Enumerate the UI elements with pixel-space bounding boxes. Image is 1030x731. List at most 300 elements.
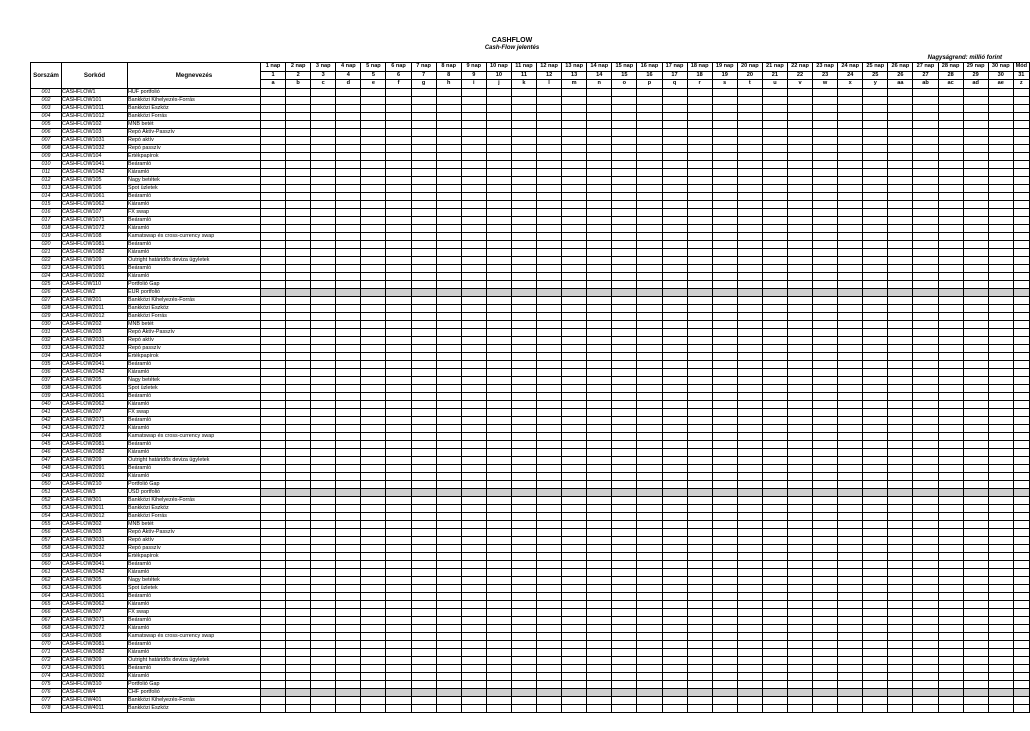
data-cell[interactable] — [612, 440, 637, 448]
data-cell[interactable] — [888, 448, 913, 456]
data-cell[interactable] — [336, 496, 361, 504]
data-cell[interactable] — [336, 376, 361, 384]
data-cell[interactable] — [587, 184, 612, 192]
data-cell[interactable] — [361, 232, 386, 240]
data-cell[interactable] — [913, 184, 938, 192]
data-cell[interactable] — [838, 320, 863, 328]
data-cell[interactable] — [386, 512, 411, 520]
data-cell[interactable] — [1013, 648, 1029, 656]
data-cell[interactable] — [963, 240, 988, 248]
data-cell[interactable] — [461, 192, 486, 200]
data-cell[interactable] — [913, 288, 938, 296]
data-cell[interactable] — [411, 440, 436, 448]
data-cell[interactable] — [813, 608, 838, 616]
data-cell[interactable] — [587, 448, 612, 456]
data-cell[interactable] — [1013, 168, 1029, 176]
data-cell[interactable] — [562, 512, 587, 520]
data-cell[interactable] — [938, 208, 963, 216]
data-cell[interactable] — [511, 432, 536, 440]
data-cell[interactable] — [436, 240, 461, 248]
data-cell[interactable] — [988, 368, 1013, 376]
data-cell[interactable] — [587, 280, 612, 288]
data-cell[interactable] — [913, 608, 938, 616]
data-cell[interactable] — [562, 576, 587, 584]
data-cell[interactable] — [662, 408, 687, 416]
data-cell[interactable] — [411, 480, 436, 488]
data-cell[interactable] — [336, 344, 361, 352]
data-cell[interactable] — [863, 600, 888, 608]
data-cell[interactable] — [436, 96, 461, 104]
data-cell[interactable] — [286, 240, 311, 248]
data-cell[interactable] — [486, 680, 511, 688]
data-cell[interactable] — [888, 168, 913, 176]
data-cell[interactable] — [486, 672, 511, 680]
data-cell[interactable] — [461, 248, 486, 256]
data-cell[interactable] — [712, 328, 737, 336]
data-cell[interactable] — [687, 528, 712, 536]
data-cell[interactable] — [863, 224, 888, 232]
data-cell[interactable] — [787, 632, 812, 640]
data-cell[interactable] — [687, 328, 712, 336]
data-cell[interactable] — [461, 504, 486, 512]
data-cell[interactable] — [762, 296, 787, 304]
data-cell[interactable] — [562, 144, 587, 152]
data-cell[interactable] — [1013, 608, 1029, 616]
data-cell[interactable] — [361, 208, 386, 216]
data-cell[interactable] — [787, 592, 812, 600]
data-cell[interactable] — [486, 376, 511, 384]
data-cell[interactable] — [461, 400, 486, 408]
data-cell[interactable] — [612, 296, 637, 304]
data-cell[interactable] — [988, 480, 1013, 488]
data-cell[interactable] — [888, 176, 913, 184]
data-cell[interactable] — [612, 264, 637, 272]
data-cell[interactable] — [687, 320, 712, 328]
data-cell[interactable] — [762, 352, 787, 360]
data-cell[interactable] — [737, 264, 762, 272]
data-cell[interactable] — [637, 264, 662, 272]
data-cell[interactable] — [737, 536, 762, 544]
data-cell[interactable] — [888, 192, 913, 200]
data-cell[interactable] — [838, 400, 863, 408]
data-cell[interactable] — [486, 160, 511, 168]
data-cell[interactable] — [762, 536, 787, 544]
data-cell[interactable] — [1013, 424, 1029, 432]
data-cell[interactable] — [361, 648, 386, 656]
data-cell[interactable] — [888, 344, 913, 352]
data-cell[interactable] — [687, 104, 712, 112]
data-cell[interactable] — [311, 216, 336, 224]
data-cell[interactable] — [486, 312, 511, 320]
data-cell[interactable] — [286, 104, 311, 112]
data-cell[interactable] — [863, 544, 888, 552]
data-cell[interactable] — [311, 88, 336, 96]
data-cell[interactable] — [587, 296, 612, 304]
data-cell[interactable] — [311, 632, 336, 640]
data-cell[interactable] — [386, 392, 411, 400]
data-cell[interactable] — [587, 424, 612, 432]
data-cell[interactable] — [286, 312, 311, 320]
data-cell[interactable] — [838, 152, 863, 160]
data-cell[interactable] — [737, 584, 762, 592]
data-cell[interactable] — [988, 528, 1013, 536]
data-cell[interactable] — [988, 656, 1013, 664]
data-cell[interactable] — [637, 376, 662, 384]
data-cell[interactable] — [336, 352, 361, 360]
data-cell[interactable] — [988, 160, 1013, 168]
data-cell[interactable] — [587, 544, 612, 552]
data-cell[interactable] — [687, 360, 712, 368]
data-cell[interactable] — [537, 176, 562, 184]
data-cell[interactable] — [737, 136, 762, 144]
data-cell[interactable] — [988, 136, 1013, 144]
data-cell[interactable] — [261, 472, 286, 480]
data-cell[interactable] — [361, 664, 386, 672]
data-cell[interactable] — [762, 224, 787, 232]
data-cell[interactable] — [737, 440, 762, 448]
data-cell[interactable] — [411, 280, 436, 288]
data-cell[interactable] — [386, 176, 411, 184]
data-cell[interactable] — [988, 608, 1013, 616]
data-cell[interactable] — [637, 464, 662, 472]
data-cell[interactable] — [261, 568, 286, 576]
data-cell[interactable] — [863, 520, 888, 528]
data-cell[interactable] — [261, 664, 286, 672]
data-cell[interactable] — [662, 288, 687, 296]
data-cell[interactable] — [612, 152, 637, 160]
data-cell[interactable] — [336, 128, 361, 136]
data-cell[interactable] — [361, 408, 386, 416]
data-cell[interactable] — [888, 392, 913, 400]
data-cell[interactable] — [1013, 592, 1029, 600]
data-cell[interactable] — [537, 568, 562, 576]
data-cell[interactable] — [587, 648, 612, 656]
data-cell[interactable] — [261, 624, 286, 632]
data-cell[interactable] — [286, 88, 311, 96]
data-cell[interactable] — [913, 312, 938, 320]
data-cell[interactable] — [562, 352, 587, 360]
data-cell[interactable] — [461, 312, 486, 320]
data-cell[interactable] — [737, 520, 762, 528]
data-cell[interactable] — [486, 400, 511, 408]
data-cell[interactable] — [486, 320, 511, 328]
data-cell[interactable] — [286, 152, 311, 160]
data-cell[interactable] — [311, 160, 336, 168]
data-cell[interactable] — [687, 520, 712, 528]
data-cell[interactable] — [762, 592, 787, 600]
data-cell[interactable] — [988, 592, 1013, 600]
data-cell[interactable] — [1013, 496, 1029, 504]
data-cell[interactable] — [411, 640, 436, 648]
data-cell[interactable] — [461, 176, 486, 184]
data-cell[interactable] — [938, 296, 963, 304]
data-cell[interactable] — [988, 248, 1013, 256]
data-cell[interactable] — [336, 168, 361, 176]
data-cell[interactable] — [888, 424, 913, 432]
data-cell[interactable] — [461, 448, 486, 456]
data-cell[interactable] — [1013, 560, 1029, 568]
data-cell[interactable] — [863, 280, 888, 288]
data-cell[interactable] — [637, 320, 662, 328]
data-cell[interactable] — [562, 120, 587, 128]
data-cell[interactable] — [411, 528, 436, 536]
data-cell[interactable] — [361, 320, 386, 328]
data-cell[interactable] — [587, 528, 612, 536]
data-cell[interactable] — [762, 96, 787, 104]
data-cell[interactable] — [286, 536, 311, 544]
data-cell[interactable] — [261, 456, 286, 464]
data-cell[interactable] — [562, 216, 587, 224]
data-cell[interactable] — [762, 320, 787, 328]
data-cell[interactable] — [537, 688, 562, 696]
data-cell[interactable] — [888, 312, 913, 320]
data-cell[interactable] — [336, 488, 361, 496]
data-cell[interactable] — [963, 504, 988, 512]
data-cell[interactable] — [336, 544, 361, 552]
data-cell[interactable] — [888, 248, 913, 256]
data-cell[interactable] — [963, 528, 988, 536]
data-cell[interactable] — [662, 584, 687, 592]
data-cell[interactable] — [712, 272, 737, 280]
data-cell[interactable] — [311, 408, 336, 416]
data-cell[interactable] — [938, 624, 963, 632]
data-cell[interactable] — [612, 320, 637, 328]
data-cell[interactable] — [537, 416, 562, 424]
data-cell[interactable] — [888, 536, 913, 544]
data-cell[interactable] — [938, 448, 963, 456]
data-cell[interactable] — [411, 344, 436, 352]
data-cell[interactable] — [787, 424, 812, 432]
data-cell[interactable] — [411, 272, 436, 280]
data-cell[interactable] — [361, 264, 386, 272]
data-cell[interactable] — [461, 696, 486, 704]
data-cell[interactable] — [486, 632, 511, 640]
data-cell[interactable] — [562, 152, 587, 160]
data-cell[interactable] — [537, 552, 562, 560]
data-cell[interactable] — [963, 472, 988, 480]
data-cell[interactable] — [311, 152, 336, 160]
data-cell[interactable] — [662, 136, 687, 144]
data-cell[interactable] — [587, 136, 612, 144]
data-cell[interactable] — [712, 424, 737, 432]
data-cell[interactable] — [662, 624, 687, 632]
data-cell[interactable] — [888, 640, 913, 648]
data-cell[interactable] — [461, 328, 486, 336]
data-cell[interactable] — [813, 168, 838, 176]
data-cell[interactable] — [662, 256, 687, 264]
data-cell[interactable] — [612, 624, 637, 632]
data-cell[interactable] — [888, 656, 913, 664]
data-cell[interactable] — [361, 704, 386, 712]
data-cell[interactable] — [938, 224, 963, 232]
data-cell[interactable] — [863, 464, 888, 472]
data-cell[interactable] — [386, 688, 411, 696]
data-cell[interactable] — [938, 376, 963, 384]
data-cell[interactable] — [913, 656, 938, 664]
data-cell[interactable] — [461, 632, 486, 640]
data-cell[interactable] — [486, 520, 511, 528]
data-cell[interactable] — [411, 352, 436, 360]
data-cell[interactable] — [888, 384, 913, 392]
data-cell[interactable] — [361, 624, 386, 632]
data-cell[interactable] — [436, 392, 461, 400]
data-cell[interactable] — [311, 272, 336, 280]
data-cell[interactable] — [261, 680, 286, 688]
data-cell[interactable] — [562, 168, 587, 176]
data-cell[interactable] — [838, 616, 863, 624]
data-cell[interactable] — [813, 616, 838, 624]
data-cell[interactable] — [486, 704, 511, 712]
data-cell[interactable] — [261, 304, 286, 312]
data-cell[interactable] — [461, 552, 486, 560]
data-cell[interactable] — [386, 680, 411, 688]
data-cell[interactable] — [637, 504, 662, 512]
data-cell[interactable] — [863, 496, 888, 504]
data-cell[interactable] — [612, 544, 637, 552]
data-cell[interactable] — [737, 608, 762, 616]
data-cell[interactable] — [963, 400, 988, 408]
data-cell[interactable] — [436, 248, 461, 256]
data-cell[interactable] — [963, 432, 988, 440]
data-cell[interactable] — [988, 648, 1013, 656]
data-cell[interactable] — [411, 320, 436, 328]
data-cell[interactable] — [737, 328, 762, 336]
data-cell[interactable] — [737, 424, 762, 432]
data-cell[interactable] — [988, 464, 1013, 472]
data-cell[interactable] — [888, 464, 913, 472]
data-cell[interactable] — [537, 456, 562, 464]
data-cell[interactable] — [712, 640, 737, 648]
data-cell[interactable] — [311, 400, 336, 408]
data-cell[interactable] — [537, 368, 562, 376]
data-cell[interactable] — [813, 704, 838, 712]
data-cell[interactable] — [813, 624, 838, 632]
data-cell[interactable] — [336, 184, 361, 192]
data-cell[interactable] — [963, 560, 988, 568]
data-cell[interactable] — [913, 616, 938, 624]
data-cell[interactable] — [486, 640, 511, 648]
data-cell[interactable] — [913, 216, 938, 224]
data-cell[interactable] — [888, 504, 913, 512]
data-cell[interactable] — [537, 584, 562, 592]
data-cell[interactable] — [712, 672, 737, 680]
data-cell[interactable] — [938, 336, 963, 344]
data-cell[interactable] — [612, 576, 637, 584]
data-cell[interactable] — [787, 232, 812, 240]
data-cell[interactable] — [261, 96, 286, 104]
data-cell[interactable] — [361, 528, 386, 536]
data-cell[interactable] — [662, 184, 687, 192]
data-cell[interactable] — [486, 184, 511, 192]
data-cell[interactable] — [361, 144, 386, 152]
data-cell[interactable] — [787, 176, 812, 184]
data-cell[interactable] — [411, 520, 436, 528]
data-cell[interactable] — [1013, 208, 1029, 216]
data-cell[interactable] — [311, 336, 336, 344]
data-cell[interactable] — [838, 520, 863, 528]
data-cell[interactable] — [687, 512, 712, 520]
data-cell[interactable] — [311, 584, 336, 592]
data-cell[interactable] — [938, 384, 963, 392]
data-cell[interactable] — [486, 128, 511, 136]
data-cell[interactable] — [261, 208, 286, 216]
data-cell[interactable] — [587, 336, 612, 344]
data-cell[interactable] — [787, 120, 812, 128]
data-cell[interactable] — [562, 248, 587, 256]
data-cell[interactable] — [411, 96, 436, 104]
data-cell[interactable] — [963, 488, 988, 496]
data-cell[interactable] — [963, 192, 988, 200]
data-cell[interactable] — [336, 192, 361, 200]
data-cell[interactable] — [988, 296, 1013, 304]
data-cell[interactable] — [386, 544, 411, 552]
data-cell[interactable] — [436, 344, 461, 352]
data-cell[interactable] — [813, 560, 838, 568]
data-cell[interactable] — [838, 288, 863, 296]
data-cell[interactable] — [888, 216, 913, 224]
data-cell[interactable] — [537, 344, 562, 352]
data-cell[interactable] — [511, 288, 536, 296]
data-cell[interactable] — [762, 336, 787, 344]
data-cell[interactable] — [1013, 336, 1029, 344]
data-cell[interactable] — [311, 528, 336, 536]
data-cell[interactable] — [838, 88, 863, 96]
data-cell[interactable] — [261, 696, 286, 704]
data-cell[interactable] — [938, 520, 963, 528]
data-cell[interactable] — [361, 520, 386, 528]
data-cell[interactable] — [787, 456, 812, 464]
data-cell[interactable] — [261, 280, 286, 288]
data-cell[interactable] — [436, 440, 461, 448]
data-cell[interactable] — [511, 624, 536, 632]
data-cell[interactable] — [486, 288, 511, 296]
data-cell[interactable] — [963, 616, 988, 624]
data-cell[interactable] — [511, 536, 536, 544]
data-cell[interactable] — [838, 176, 863, 184]
data-cell[interactable] — [712, 384, 737, 392]
data-cell[interactable] — [938, 512, 963, 520]
data-cell[interactable] — [361, 552, 386, 560]
data-cell[interactable] — [1013, 360, 1029, 368]
data-cell[interactable] — [813, 592, 838, 600]
data-cell[interactable] — [562, 632, 587, 640]
data-cell[interactable] — [436, 200, 461, 208]
data-cell[interactable] — [787, 448, 812, 456]
data-cell[interactable] — [562, 496, 587, 504]
data-cell[interactable] — [888, 136, 913, 144]
data-cell[interactable] — [838, 680, 863, 688]
data-cell[interactable] — [1013, 512, 1029, 520]
data-cell[interactable] — [913, 488, 938, 496]
data-cell[interactable] — [286, 584, 311, 592]
data-cell[interactable] — [712, 256, 737, 264]
data-cell[interactable] — [888, 208, 913, 216]
data-cell[interactable] — [712, 504, 737, 512]
data-cell[interactable] — [311, 184, 336, 192]
data-cell[interactable] — [712, 488, 737, 496]
data-cell[interactable] — [486, 544, 511, 552]
data-cell[interactable] — [662, 88, 687, 96]
data-cell[interactable] — [687, 560, 712, 568]
data-cell[interactable] — [286, 304, 311, 312]
data-cell[interactable] — [411, 328, 436, 336]
data-cell[interactable] — [838, 392, 863, 400]
data-cell[interactable] — [537, 280, 562, 288]
data-cell[interactable] — [737, 112, 762, 120]
data-cell[interactable] — [261, 480, 286, 488]
data-cell[interactable] — [838, 648, 863, 656]
data-cell[interactable] — [286, 256, 311, 264]
